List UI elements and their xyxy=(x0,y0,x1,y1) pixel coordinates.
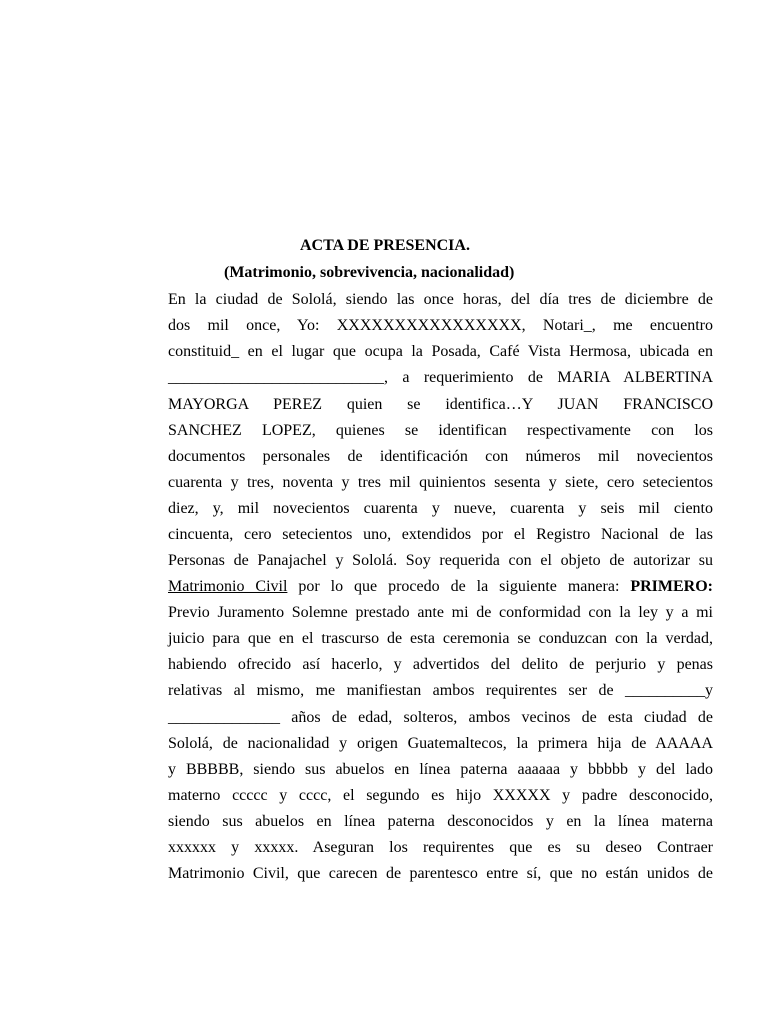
body-line-15: habiendo ofrecido así hacerlo, y advertidos del delito de perjurio y penas xyxy=(168,656,713,673)
body-line-4: ___________________________, a requerimiento de MARIA ALBERTINA xyxy=(168,369,713,386)
body-line-13: Previo Juramento Solemne prestado ante mi de conformidad con la ley y a mi xyxy=(168,604,713,621)
body-line-21: siendo sus abuelos en línea paterna desconocidos y en la línea materna xyxy=(168,813,713,830)
body-line-12 xyxy=(168,577,713,597)
underlined-phrase: Matrimonio Civil xyxy=(168,578,288,595)
body-line-22: xxxxxx y xxxxx. Aseguran los requirentes que es su deseo Contraer xyxy=(168,839,713,856)
body-line-20: materno ccccc y cccc, el segundo es hijo XXXXX y padre desconocido, xyxy=(168,787,713,804)
body-line-9: diez, y, mil novecientos cuarenta y nueve, cuarenta y seis mil ciento xyxy=(168,500,713,517)
body-line-14: juicio para que en el trascurso de esta ceremonia se conduzcan con la verdad, xyxy=(168,630,713,647)
body-line-19: y BBBBB, siendo sus abuelos en línea paterna aaaaaa y bbbbb y del lado xyxy=(168,761,713,778)
body-line-16: relativas al mismo, me manifiestan ambos requirentes ser de __________y xyxy=(168,682,713,699)
body-line-8: cuarenta y tres, noventa y tres mil quinientos sesenta y siete, cero setecientos xyxy=(168,474,713,491)
line-12-middle: por lo que procedo de la siguiente manera: xyxy=(287,578,631,595)
body-line-1: En la ciudad de Sololá, siendo las once horas, del día tres de diciembre de xyxy=(168,291,713,308)
body-line-6: SANCHEZ LOPEZ, quienes se identifican respectivamente con los xyxy=(168,422,713,439)
document-subtitle: (Matrimonio, sobrevivencia, nacionalidad) xyxy=(224,264,515,281)
document-title: ACTA DE PRESENCIA. xyxy=(300,237,470,254)
body-line-11: Personas de Panajachel y Sololá. Soy requerida con el objeto de autorizar su xyxy=(168,552,713,569)
body-line-17: ______________ años de edad, solteros, ambos vecinos de esta ciudad de xyxy=(168,709,713,726)
body-line-10: cincuenta, cero setecientos uno, extendidos por el Registro Nacional de las xyxy=(168,526,713,543)
body-line-2: dos mil once, Yo: XXXXXXXXXXXXXXXX, Notari_, me encuentro xyxy=(168,317,713,334)
body-line-23: Matrimonio Civil, que carecen de parentesco entre sí, que no están unidos de xyxy=(168,865,713,882)
body-line-3: constituid_ en el lugar que ocupa la Posada, Café Vista Hermosa, ubicada en xyxy=(168,343,713,360)
bold-clause-heading: PRIMERO: xyxy=(630,578,713,595)
body-line-7: documentos personales de identificación con números mil novecientos xyxy=(168,448,713,465)
body-line-5: MAYORGA PEREZ quien se identifica…Y JUAN FRANCISCO xyxy=(168,396,713,413)
body-line-18: Sololá, de nacionalidad y origen Guatemaltecos, la primera hija de AAAAA xyxy=(168,735,713,752)
